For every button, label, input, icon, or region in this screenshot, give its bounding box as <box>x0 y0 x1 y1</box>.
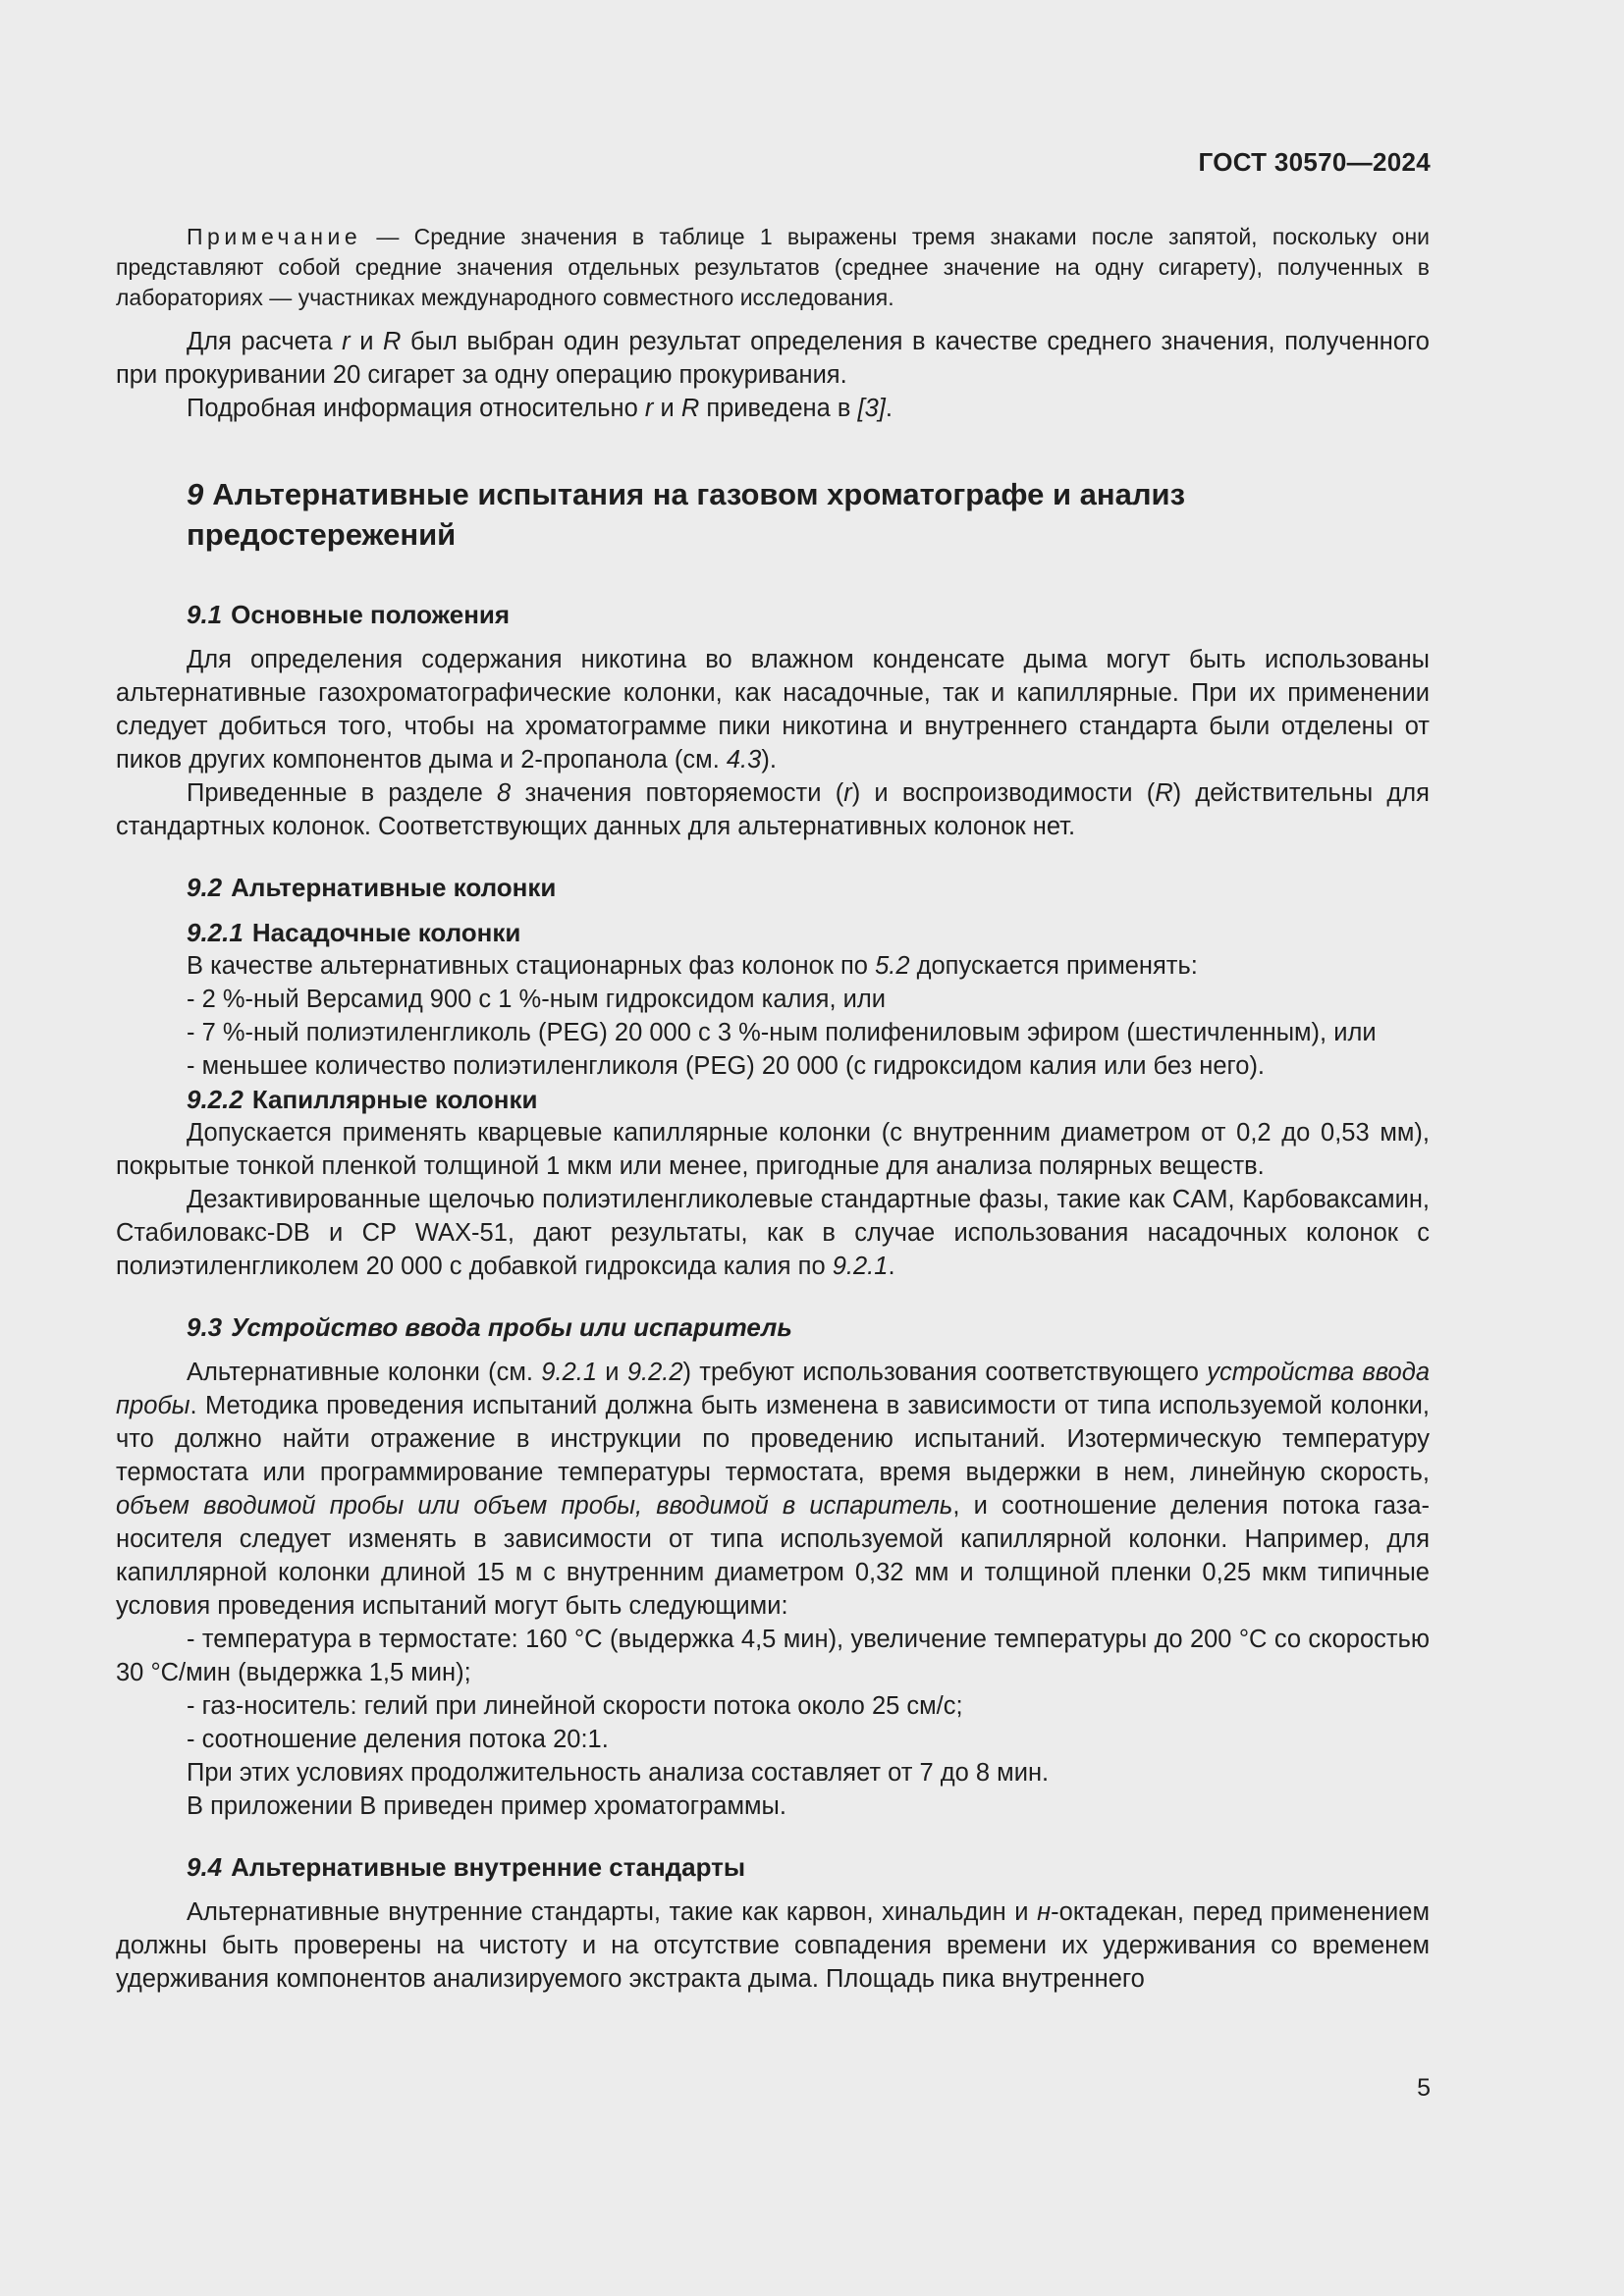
term: устройства ввода пробы <box>116 1359 1431 1419</box>
note-label: Примечание <box>187 224 362 249</box>
prefix-n: н <box>1037 1898 1052 1926</box>
section-title: Устройство ввода пробы или испаритель <box>231 1312 792 1342</box>
text-run: ). <box>761 746 777 774</box>
text-run: Приведенные в разделе <box>187 779 498 807</box>
text-run: . <box>885 395 893 422</box>
text-run: Подробная информация относительно <box>187 395 645 422</box>
text-run: допускается применять: <box>909 952 1198 980</box>
note-paragraph <box>116 222 1430 313</box>
section-number: 9 <box>187 477 204 511</box>
section-number: 9.2.1 <box>187 918 244 947</box>
symbol-r: r <box>644 395 654 422</box>
intro-paragraph <box>116 325 1430 392</box>
section-number: 9.1 <box>187 600 223 629</box>
s921-lead <box>116 949 1430 983</box>
cross-reference: 9.2.1 <box>832 1253 889 1280</box>
section-9-4-heading <box>187 1850 1430 1884</box>
s93-paragraph-1 <box>116 1356 1430 1623</box>
text-run: Для расчета <box>187 328 343 355</box>
page-content <box>116 222 1430 1996</box>
standard-header: ГОСТ 30570—2024 <box>1198 147 1431 177</box>
text-run: и <box>653 395 681 422</box>
bibliography-reference: [3] <box>857 395 886 422</box>
text-run: приведена в <box>699 395 858 422</box>
section-9-2-2-heading <box>116 1083 1430 1116</box>
text-run: В качестве альтернативных стационарных фаз колонок по <box>187 952 876 980</box>
text-run: Альтернативные колонки (см. <box>187 1359 542 1386</box>
text-run: ) требуют использования соответствующего <box>682 1359 1208 1386</box>
s93-paragraph-2: При этих условиях продолжительность анализа составляет от 7 до 8 мин. <box>187 1759 1050 1787</box>
section-title: Насадочные колонки <box>251 918 521 947</box>
text-run: Дезактивированные щелочью полиэтиленгликолевые стандартные фазы, такие как CAM, Карбоваксамин, Стабиловакс-DB и CP WAX-51, дают результаты, как в случае использования насадочных колонок с полиэтиленгликолем 20 000 с добавкой гидроксида калия по <box>116 1186 1430 1280</box>
section-9-heading <box>187 474 1430 555</box>
text-run: ) и воспроизводимости ( <box>851 779 1156 807</box>
text-run: значения повторяемости ( <box>511 779 844 807</box>
cross-reference: 9.2.2 <box>626 1359 683 1386</box>
section-number: 9.3 <box>187 1312 223 1342</box>
s91-paragraph-2 <box>116 776 1430 843</box>
section-number: 9.2.2 <box>187 1085 244 1114</box>
text-run: ) действительны для стандартных колонок. Соответствующих данных для альтернативных колонок нет. <box>116 779 1430 840</box>
list-item: - меньшее количество полиэтиленгликоля (PEG) 20 000 (с гидроксидом калия или без него). <box>187 1052 1266 1080</box>
s91-paragraph-1 <box>116 643 1430 776</box>
section-title: Основные положения <box>231 600 511 629</box>
s93-paragraph-3: В приложении В приведен пример хроматограммы. <box>187 1792 786 1820</box>
section-9-2-heading <box>187 871 1430 904</box>
symbol-r: r <box>843 779 852 807</box>
list-item: - соотношение деления потока 20:1. <box>187 1726 609 1753</box>
cross-reference: 8 <box>497 779 512 807</box>
symbol-R: R <box>1155 779 1173 807</box>
section-9-2-1-heading <box>116 916 1430 949</box>
section-title: Альтернативные колонки <box>231 873 557 902</box>
text-run: -октадекан, перед применением должны быть проверены на чистоту и на отсутствие совпадения времени их удерживания со временем удерживания компонентов анализируемого экстракта дыма. Площадь пика внутреннего <box>116 1898 1430 1993</box>
section-title: Альтернативные внутренние стандарты <box>231 1852 746 1882</box>
text-run: и <box>597 1359 627 1386</box>
s94-paragraph-1 <box>116 1896 1430 1996</box>
section-9-3-heading <box>187 1310 1430 1344</box>
cross-reference: 4.3 <box>726 746 762 774</box>
term: объем вводимой пробы или объем пробы, вводимой в испаритель <box>116 1492 953 1520</box>
note-text: — Средние значения в таблице 1 выражены тремя знаками после запятой, поскольку они представляют собой средние значения отдельных результатов (среднее значение на одну сигарету), полученных в лабораториях — участниках международного совместного исследования. <box>116 224 1430 310</box>
text-run: Для определения содержания никотина во влажном конденсате дыма могут быть использованы альтернативные газохроматографические колонки, как насадочные, так и капиллярные. При их применении следует добиться того, чтобы на хроматограмме пики никотина и внутреннего стандарта были отделены от пиков других компонентов дыма и 2-пропанола (см. <box>116 646 1430 774</box>
page-number: 5 <box>1417 2074 1431 2102</box>
list-item: - 7 %-ный полиэтиленгликоль (PEG) 20 000 с 3 %-ным полифениловым эфиром (шестичленным), или <box>187 1019 1377 1046</box>
section-9-1-heading <box>187 598 1430 631</box>
section-title: Альтернативные испытания на газовом хроматографе и анализ предостережений <box>187 477 1186 552</box>
cross-reference: 5.2 <box>875 952 910 980</box>
cross-reference: 9.2.1 <box>541 1359 598 1386</box>
list-item: - газ-носитель: гелий при линейной скорости потока около 25 см/с; <box>187 1692 963 1720</box>
text-run: , и соотношение деления потока газа-носителя следует изменять в зависимости от типа используемой капиллярной колонки. Например, для капиллярной колонки длиной 15 м с внутренним диаметром 0,32 мм и толщиной пленки 0,25 мкм типичные условия проведения испытаний могут быть следующими: <box>116 1492 1430 1620</box>
text-run: . <box>888 1253 895 1280</box>
symbol-r: r <box>342 328 351 355</box>
symbol-R: R <box>383 328 402 355</box>
intro-reference-paragraph <box>116 392 1430 425</box>
text-run: Альтернативные внутренние стандарты, такие как карвон, хинальдин и <box>187 1898 1038 1926</box>
section-title: Капиллярные колонки <box>251 1085 538 1114</box>
text-run: и <box>350 328 384 355</box>
symbol-R: R <box>680 395 700 422</box>
text-run: . Методика проведения испытаний должна быть изменена в зависимости от типа используемой колонки, что должно найти отражение в инструкции по проведению испытаний. Изотермическую температуру термостата или программирование температуры термостата, время выдержки в нем, линейную скорость, <box>116 1392 1430 1486</box>
list-item: - температура в термостате: 160 °C (выдержка 4,5 мин), увеличение температуры до 200 °C со скоростью 30 °C/мин (выдержка 1,5 мин); <box>116 1626 1430 1686</box>
s922-paragraph-1: Допускается применять кварцевые капиллярные колонки (с внутренним диаметром от 0,2 до 0,53 мм), покрытые тонкой пленкой толщиной 1 мкм или менее, пригодные для анализа полярных веществ. <box>116 1119 1430 1180</box>
text-run: был выбран один результат определения в качестве среднего значения, полученного при прокуривании 20 сигарет за одну операцию прокуривания. <box>116 328 1430 389</box>
list-item: - 2 %-ный Версамид 900 с 1 %-ным гидроксидом калия, или <box>187 986 886 1013</box>
section-number: 9.2 <box>187 873 223 902</box>
s922-paragraph-2 <box>116 1183 1430 1283</box>
section-number: 9.4 <box>187 1852 223 1882</box>
